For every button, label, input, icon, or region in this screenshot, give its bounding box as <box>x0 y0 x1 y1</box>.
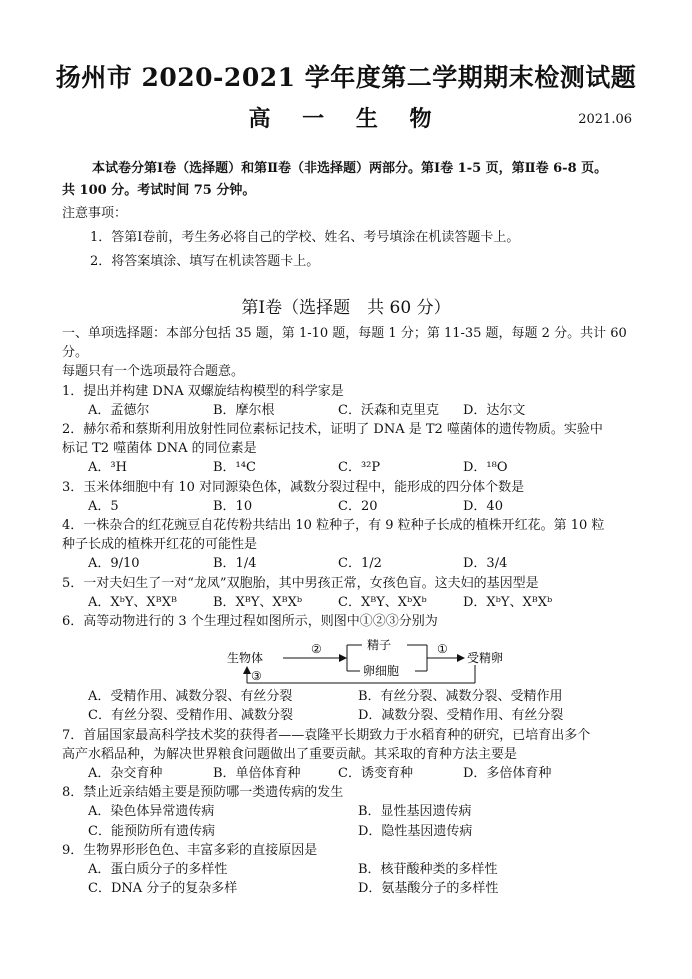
option: A．³H <box>88 460 127 476</box>
option-row <box>62 822 647 841</box>
question-stem: 高产水稻品种，为解决世界粮食问题做出了重要贡献。其采取的育种方法主要是 <box>62 746 518 762</box>
questions-body <box>62 324 647 898</box>
question-stem: 3．玉米体细胞中有 10 对同源染色体，减数分裂过程中，能形成的四分体个数是 <box>62 479 525 495</box>
question-stem: 7．首届国家最高科学技术奖的获得者——袁隆平长期致力于水稻育种的研究，已培育出多个 <box>62 727 591 743</box>
option-row <box>62 497 647 516</box>
option: A．染色体异常遗传病 <box>88 804 215 820</box>
option: C．20 <box>338 498 378 514</box>
option: B．XᴮY、XᴮXᵇ <box>213 594 303 610</box>
exam-title: 扬州市 2020-2021 学年度第二学期期末检测试题 <box>55 63 637 92</box>
option: C．1/2 <box>338 556 382 572</box>
instructions-line-1: 一、单项选择题：本部分包括 35 题，第 1-10 题，每题 1 分；第 11-35 题，每题 2 分。共计 60 分。 <box>62 326 627 361</box>
diagram-egg: 卵细胞 <box>363 664 400 679</box>
option: A．9/10 <box>88 556 140 572</box>
option: C．沃森和克里克 <box>338 402 439 418</box>
question-stem: 4．一株杂合的红花豌豆自花传粉共结出 10 粒种子，有 9 粒种子长成的植株开红花。第 10 粒 <box>62 518 605 534</box>
question-stem: 5．一对夫妇生了一对“龙凤”双胞胎，其中男孩正常，女孩色盲。这夫妇的基因型是 <box>62 575 539 591</box>
exam-subject: 高 一 生 物 <box>248 106 444 132</box>
option: D．多倍体育种 <box>463 766 552 782</box>
exam-date: 2021.06 <box>578 112 632 127</box>
notes-block <box>62 202 519 274</box>
option-row <box>62 802 647 821</box>
diagram-zygote: 受精卵 <box>467 651 504 666</box>
option: C．能预防所有遗传病 <box>88 823 215 839</box>
option: D．隐性基因遗传病 <box>358 823 473 839</box>
option: B．1/4 <box>213 556 257 572</box>
option-row <box>62 458 647 477</box>
option: C．有丝分裂、受精作用、减数分裂 <box>88 708 293 724</box>
option: D．达尔文 <box>463 402 526 418</box>
option: B．¹⁴C <box>213 460 256 476</box>
intro-line-2: 共 100 分。考试时间 75 分钟。 <box>62 183 256 198</box>
option-row <box>62 706 647 725</box>
option: D．3/4 <box>463 556 508 572</box>
diagram-organism: 生物体 <box>227 651 264 666</box>
option: B．显性基因遗传病 <box>358 804 472 820</box>
option: D．¹⁸O <box>463 460 508 476</box>
option: A．XᵇY、XᴮXᴮ <box>88 594 177 610</box>
question-stem: 种子长成的植株开红花的可能性是 <box>62 537 258 553</box>
note-item: 2．将答案填涂、填写在机读答题卡上。 <box>90 254 320 269</box>
option: C．诱变育种 <box>338 766 413 782</box>
intro-line-1: 本试卷分第Ⅰ卷（选择题）和第Ⅱ卷（非选择题）两部分。第Ⅰ卷 1-5 页，第Ⅱ卷 6-8 页。 <box>92 161 608 176</box>
question-stem: 标记 T2 噬菌体 DNA 的同位素是 <box>62 441 257 457</box>
option: B．核苷酸种类的多样性 <box>358 862 498 878</box>
option: C．DNA 分子的复杂多样 <box>88 881 238 897</box>
diagram-sperm: 精子 <box>367 638 392 653</box>
option: B．单倍体育种 <box>213 766 301 782</box>
diagram-step-3: ③ <box>251 669 262 684</box>
option: B．有丝分裂、减数分裂、受精作用 <box>358 689 563 705</box>
option: A．孟德尔 <box>88 402 150 418</box>
option-row <box>62 401 647 420</box>
question-stem: 9．生物界形形色色、丰富多彩的直接原因是 <box>62 842 318 858</box>
question-stem: 2．赫尔希和蔡斯利用放射性同位素标记技术，证明了 DNA 是 T2 噬菌体的遗传物质。实验中 <box>62 422 603 438</box>
notes-heading: 注意事项： <box>62 206 128 221</box>
option: A．5 <box>88 498 119 514</box>
option: C．XᴮY、XᵇXᵇ <box>338 594 427 610</box>
option: D．氨基酸分子的多样性 <box>358 881 499 897</box>
section-title: 第Ⅰ卷（选择题 共 60 分） <box>241 298 451 318</box>
option: D．40 <box>463 498 503 514</box>
intro-block <box>62 158 647 202</box>
option-row <box>62 879 647 898</box>
option-row <box>62 554 647 573</box>
option: D．减数分裂、受精作用、有丝分裂 <box>358 708 564 724</box>
diagram-step-2: ② <box>311 642 322 657</box>
option: A．杂交育种 <box>88 766 163 782</box>
option: A．蛋白质分子的多样性 <box>88 862 228 878</box>
question-stem: 1．提出并构建 DNA 双螺旋结构模型的科学家是 <box>62 383 344 399</box>
option: C．³²P <box>338 460 381 476</box>
option: D．XᵇY、XᴮXᵇ <box>463 594 553 610</box>
question-stem: 8．禁止近亲结婚主要是预防哪一类遗传病的发生 <box>62 785 344 801</box>
option-row <box>62 860 647 879</box>
instructions-line-2: 每题只有一个选项最符合题意。 <box>62 364 245 380</box>
option: B．10 <box>213 498 253 514</box>
note-item: 1．答第Ⅰ卷前，考生务必将自己的学校、姓名、考号填涂在机读答题卡上。 <box>90 230 520 245</box>
life-cycle-diagram <box>62 631 647 687</box>
option-row <box>62 593 647 612</box>
option: B．摩尔根 <box>213 402 275 418</box>
question-stem: 6．高等动物进行的 3 个生理过程如图所示，则图中①②③分别为 <box>62 614 438 630</box>
option-row <box>62 764 647 783</box>
diagram-step-1: ① <box>437 642 448 657</box>
diagram-svg <box>227 631 504 687</box>
option-row <box>62 687 647 706</box>
option: A．受精作用、减数分裂、有丝分裂 <box>88 689 293 705</box>
